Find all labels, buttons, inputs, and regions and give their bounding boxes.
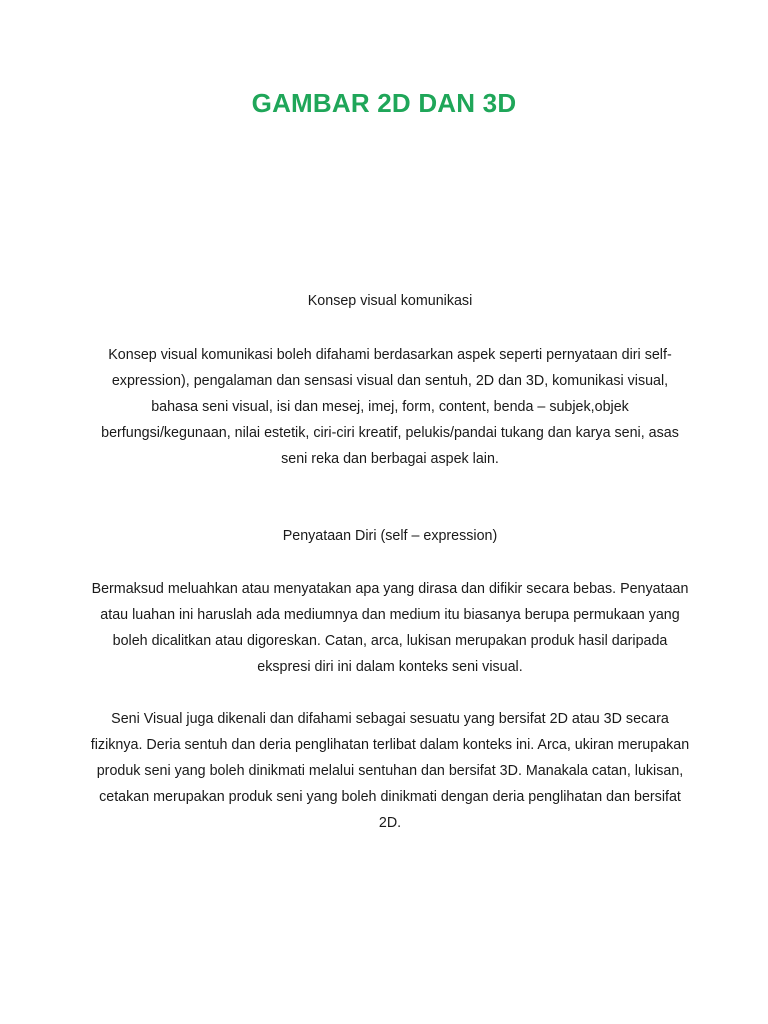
paragraph-text: Seni Visual juga dikenali dan difahami sebagai sesuatu yang bersifat 2D atau 3D secara fiziknya. Deria sentuh dan deria penglihatan terlibat dalam konteks ini. Arca, ukiran merupakan produk seni yang boleh dinikmati melalui sentuhan dan bersifat 3D. Manakala catan, lukisan, cetakan merupakan produk seni yang boleh dinikmati dengan deria penglihatan dan bersifat 2D. <box>90 711 690 831</box>
document-title: GAMBAR 2D DAN 3D <box>251 88 517 118</box>
section-heading-konsep-visual <box>90 288 690 314</box>
paragraph-text: Bermaksud meluahkan atau menyatakan apa yang dirasa dan difikir secara bebas. Penyataan atau luahan ini haruslah ada mediumnya dan medium itu biasanya berupa permukaan yang boleh dicalitkan atau digoreskan. Catan, arca, lukisan merupakan produk hasil daripada ekspresi diri ini dalam konteks seni visual. <box>91 581 689 675</box>
section-heading: Konsep visual komunikasi <box>307 293 473 309</box>
section-heading: Penyataan Diri (self – expression) <box>282 528 498 544</box>
paragraph-text: Konsep visual komunikasi boleh difahami berdasarkan aspek seperti pernyataan diri self-expression), pengalaman dan sensasi visual dan sentuh, 2D dan 3D, komunikasi visual, bahasa seni visual, isi dan mesej, imej, form, content, benda – subjek,objek berfungsi/kegunaan, nilai estetik, ciri-ciri kreatif, pelukis/pandai tukang dan karya seni, asas seni reka dan berbagai aspek lain. <box>101 347 679 467</box>
section-heading-penyataan-diri <box>90 523 690 549</box>
section-paragraph <box>90 576 690 680</box>
section-paragraph <box>90 342 690 472</box>
section-paragraph <box>90 706 690 836</box>
